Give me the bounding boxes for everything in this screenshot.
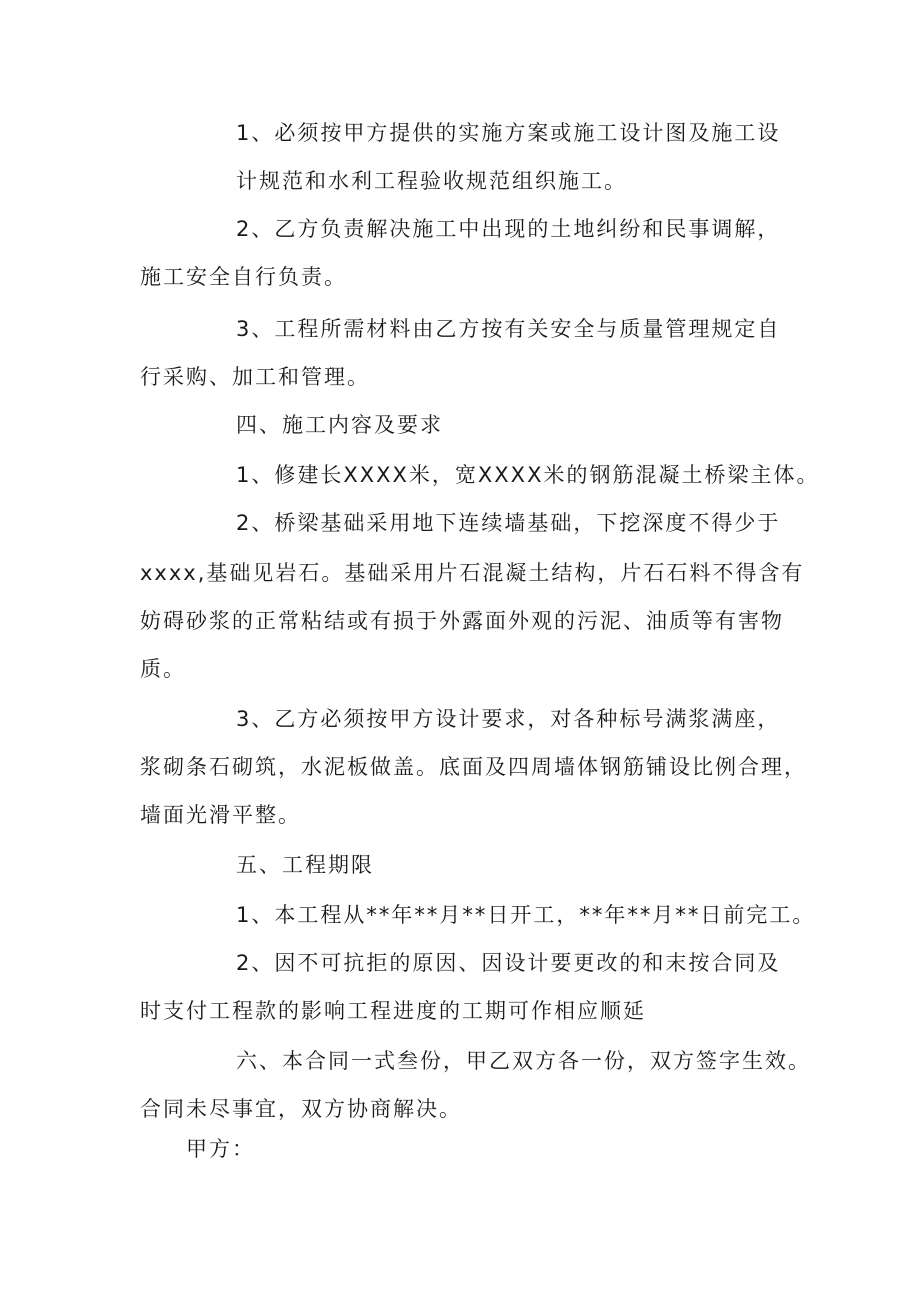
clause-3-3-line-2: 行采购、加工和管理。	[140, 365, 370, 389]
clause-4-1-line-1: 1、修建长XXXX米，宽XXXX米的钢筋混凝土桥梁主体。	[236, 463, 820, 487]
clause-4-2-line-1: 2、桥梁基础采用地下连续墙基础，下挖深度不得少于	[236, 511, 781, 535]
clause-4-2-line-2: xxxx,基础见岩石。基础采用片石混凝土结构，片石石料不得含有	[140, 561, 805, 585]
section-heading-5: 五、工程期限	[236, 853, 374, 877]
clause-4-3-line-1: 3、乙方必须按甲方设计要求，对各种标号满浆满座，	[236, 707, 781, 731]
clause-4-2-line-3: 妨碍砂浆的正常粘结或有损于外露面外观的污泥、油质等有害物	[140, 609, 784, 633]
clause-3-2-line-1: 2、乙方负责解决施工中出现的土地纠纷和民事调解，	[236, 217, 781, 241]
signature-party-a: 甲方：	[186, 1137, 255, 1161]
clause-4-3-line-2: 浆砌条石砌筑，水泥板做盖。底面及四周墙体钢筋铺设比例合理，	[140, 755, 807, 779]
clause-5-2-line-2: 时支付工程款的影响工程进度的工期可作相应顺延	[140, 999, 646, 1023]
clause-4-3-line-3: 墙面光滑平整。	[140, 803, 301, 827]
clause-6-line-1: 六、本合同一式叁份，甲乙双方各一份，双方签字生效。	[236, 1049, 811, 1073]
clause-3-3-line-1: 3、工程所需材料由乙方按有关安全与质量管理规定自	[236, 317, 781, 341]
clause-3-2-line-2: 施工安全自行负责。	[140, 265, 347, 289]
clause-3-1-line-2: 计规范和水利工程验收规范组织施工。	[236, 169, 627, 193]
section-heading-4: 四、施工内容及要求	[236, 413, 443, 437]
clause-5-2-line-1: 2、因不可抗拒的原因、因设计要更改的和末按合同及	[236, 951, 781, 975]
clause-3-1-line-1: 1、必须按甲方提供的实施方案或施工设计图及施工设	[236, 121, 781, 145]
clause-6-line-2: 合同未尽事宜，双方协商解决。	[140, 1097, 462, 1121]
clause-5-1-line-1: 1、本工程从**年**月**日开工，**年**月**日前完工。	[236, 903, 816, 927]
clause-4-2-line-4: 质。	[140, 657, 186, 681]
